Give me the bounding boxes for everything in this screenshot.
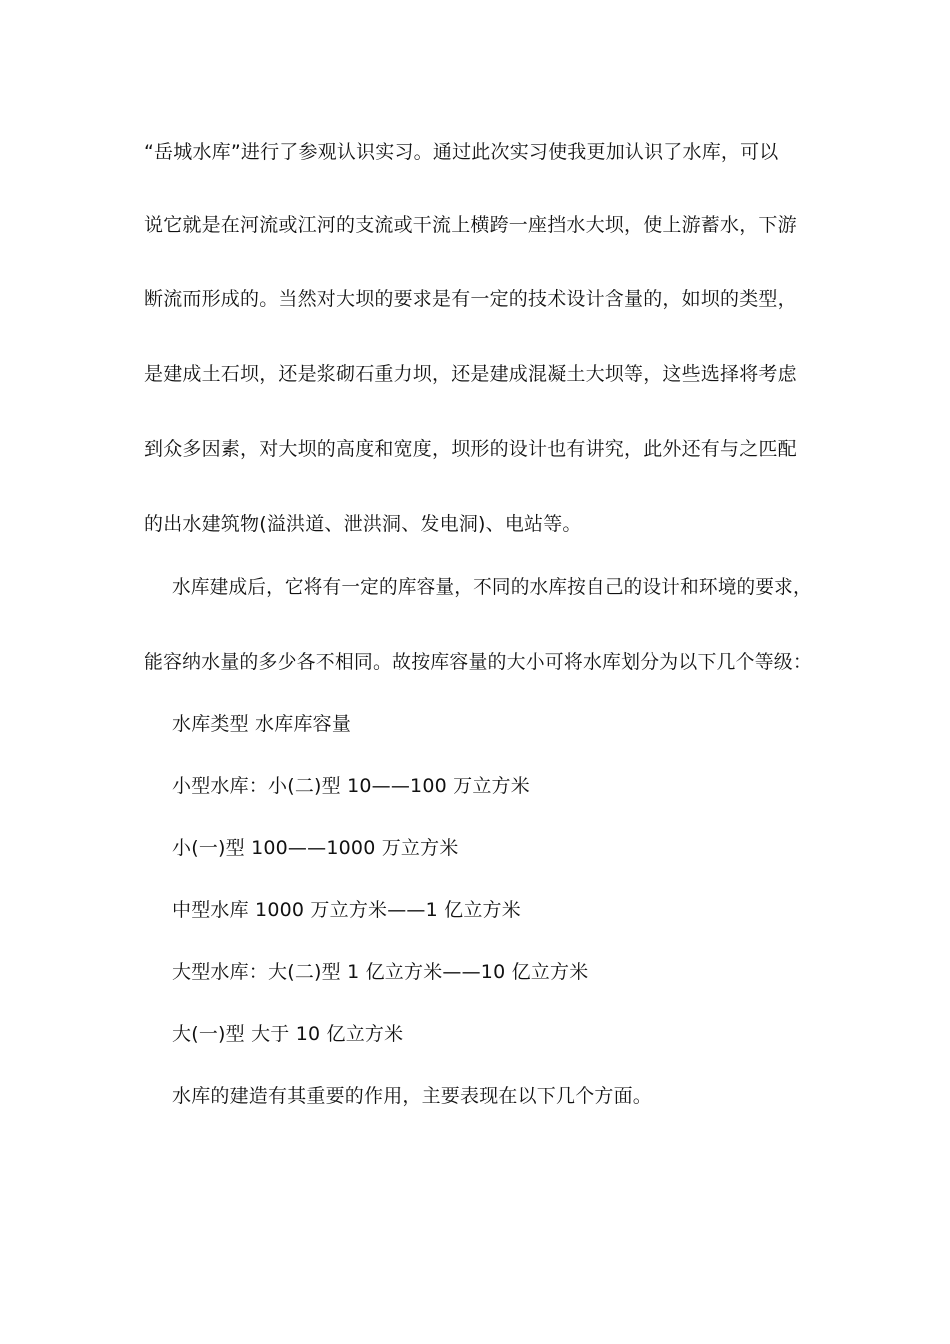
classification-header: 水库类型 水库库容量 [172, 713, 352, 735]
paragraph-line: 的出水建筑物(溢洪道、泄洪洞、发电洞)、电站等。 [144, 513, 582, 535]
paragraph-line: 到众多因素，对大坝的高度和宽度，坝形的设计也有讲究，此外还有与之匹配 [144, 438, 797, 460]
classification-row: 大型水库：大(二)型 1 亿立方米——10 亿立方米 [172, 961, 589, 983]
paragraph-line: 是建成土石坝，还是浆砌石重力坝，还是建成混凝土大坝等，这些选择将考虑 [144, 363, 797, 385]
paragraph-line: 断流而形成的。当然对大坝的要求是有一定的技术设计含量的，如坝的类型， [144, 288, 797, 310]
classification-row: 大(一)型 大于 10 亿立方米 [172, 1023, 404, 1045]
paragraph-line: “岳城水库”进行了参观认识实习。通过此次实习使我更加认识了水库，可以 [144, 141, 779, 163]
paragraph-line: 水库建成后，它将有一定的库容量，不同的水库按自己的设计和环境的要求， [172, 576, 812, 598]
paragraph-line: 能容纳水量的多少各不相同。故按库容量的大小可将水库划分为以下几个等级： [144, 651, 812, 673]
paragraph-line: 水库的建造有其重要的作用，主要表现在以下几个方面。 [172, 1085, 653, 1107]
paragraph-line: 说它就是在河流或江河的支流或干流上横跨一座挡水大坝，使上游蓄水，下游 [144, 214, 797, 236]
classification-row: 小型水库：小(二)型 10——100 万立方米 [172, 775, 530, 797]
classification-row: 小(一)型 100——1000 万立方米 [172, 837, 459, 859]
classification-row: 中型水库 1000 万立方米——1 亿立方米 [172, 899, 521, 921]
